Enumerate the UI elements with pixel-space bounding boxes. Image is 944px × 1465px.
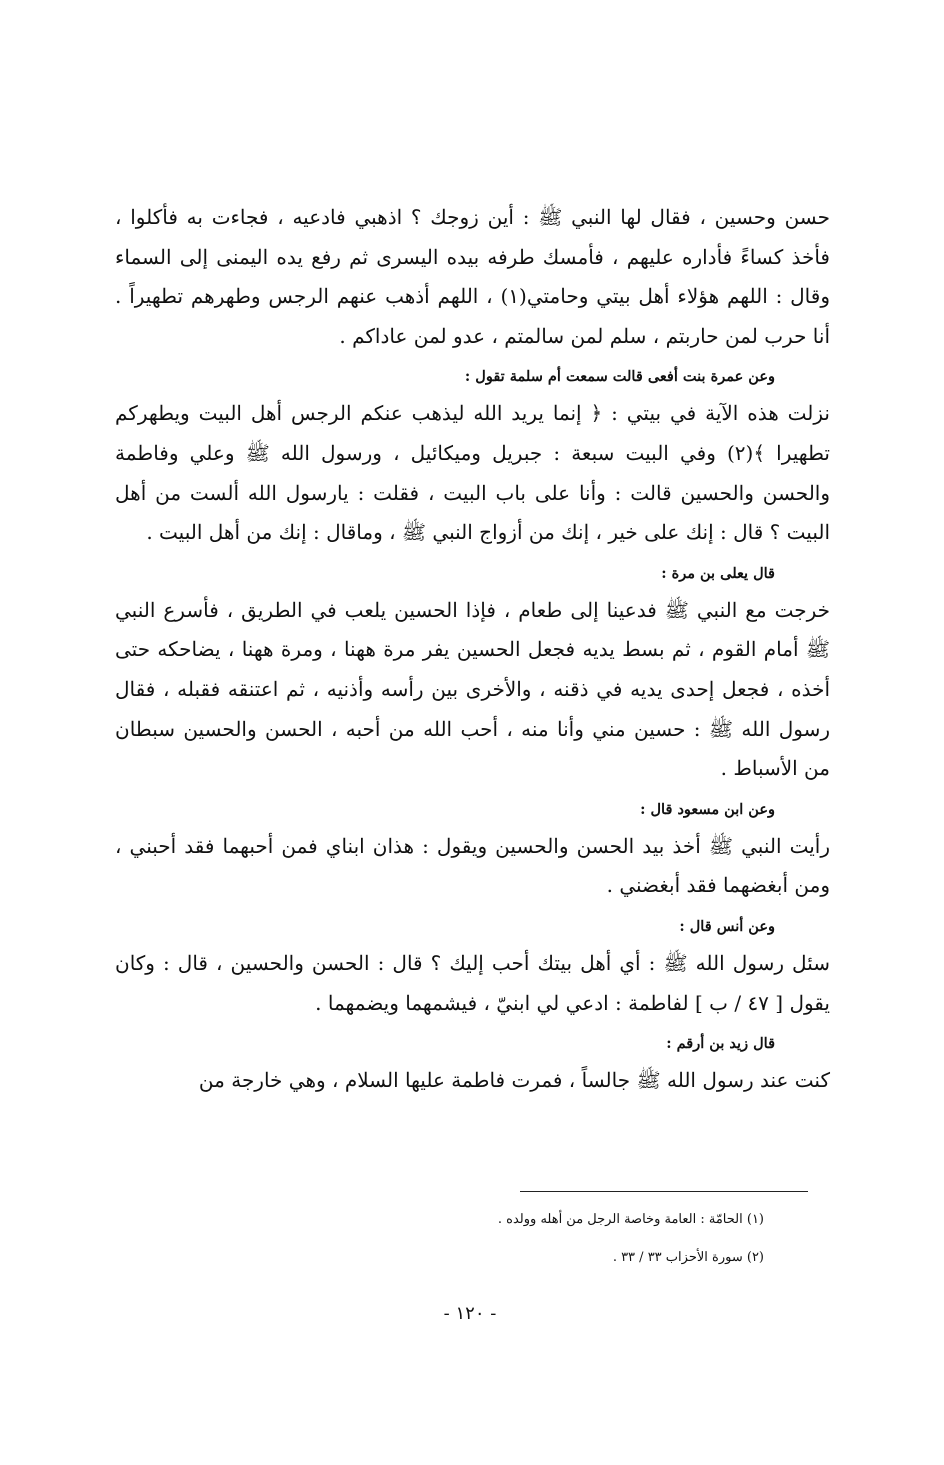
narration-heading-3: وعن ابن مسعود قال :: [640, 800, 775, 818]
footnotes: [164, 1212, 764, 1288]
page-number: - ١٢٠ -: [443, 1303, 497, 1324]
paragraph-1: حسن وحسين ، فقال لها النبي ﷺ : أين زوجك ؟ اذهبي فادعيه ، فجاءت به فأكلوا ، فأخذ كساءً فأداره عليهم ، فأمسك طرفه بيده اليسرى ثم رفع يده اليمنى إلى السماء وقال : اللهم هؤلاء أهل بيتي وحامتي(١) ، اللهم أذهب عنهم الرجس وطهرهم تطهيراً . أنا حرب لمن حاربتم ، سلم لمن سالمتم ، عدو لمن عاداكم .: [115, 205, 830, 348]
footnote-2: (٢) سورة الأحزاب ٣٣ / ٣٣ .: [612, 1250, 764, 1265]
narration-heading-1: وعن عمرة بنت أفعى قالت سمعت أم سلمة تقول :: [464, 368, 775, 386]
main-text: [115, 198, 830, 1101]
narration-heading-4: وعن أنس قال :: [679, 917, 775, 935]
paragraph-6: كنت عند رسول الله ﷺ جالساً ، فمرت فاطمة عليها السلام ، وهي خارجة من: [198, 1068, 830, 1093]
footnote-1: (١) الحامّة : العامة وخاصة الرجل من أهله وولده .: [497, 1212, 764, 1227]
footnote-divider: [520, 1191, 808, 1192]
paragraph-5: سئل رسول الله ﷺ : أي أهل بيتك أحب إليك ؟ قال : الحسن والحسين ، قال : وكان يقول [ ٤٧ / ب ] لفاطمة : ادعي لي ابنيّ ، فيشمهما ويضمهما .: [115, 950, 830, 1015]
paragraph-4: رأيت النبي ﷺ أخذ بيد الحسن والحسين ويقول : هذان ابناي فمن أحبهما فقد أحبني ، ومن أبغضهما فقد أبغضني .: [115, 833, 830, 898]
paragraph-3: خرجت مع النبي ﷺ فدعينا إلى طعام ، فإذا الحسين يلعب في الطريق ، فأسرع النبي ﷺ أمام القوم ، ثم بسط يديه فجعل الحسين يفر مرة ههنا ، ومرة ههنا ، يضاحكه حتى أخذه ، فجعل إحدى يديه في ذقنه ، والأخرى بين رأسه وأذنيه ، ثم اعتنقه فقبله ، فقال رسول الله ﷺ : حسين مني وأنا منه ، أحب الله من أحبه ، الحسن والحسين سبطان من الأسباط .: [115, 597, 830, 781]
narration-heading-2: قال يعلى بن مرة :: [661, 564, 775, 582]
narration-heading-5: قال زيد بن أرقم :: [666, 1035, 775, 1053]
paragraph-2: نزلت هذه الآية في بيتي : ﴿ إنما يريد الله ليذهب عنكم الرجس أهل البيت ويطهركم تطهيرا ﴾(٢) وفي البيت سبعة : جبريل وميكائيل ، ورسول الله ﷺ وعلي وفاطمة والحسن والحسين قالت : وأنا على باب البيت ، فقلت : يارسول الله ألست من أهل البيت ؟ قال : إنك على خير ، إنك من أزواج النبي ﷺ ، وماقال : إنك من أهل البيت .: [115, 401, 830, 545]
